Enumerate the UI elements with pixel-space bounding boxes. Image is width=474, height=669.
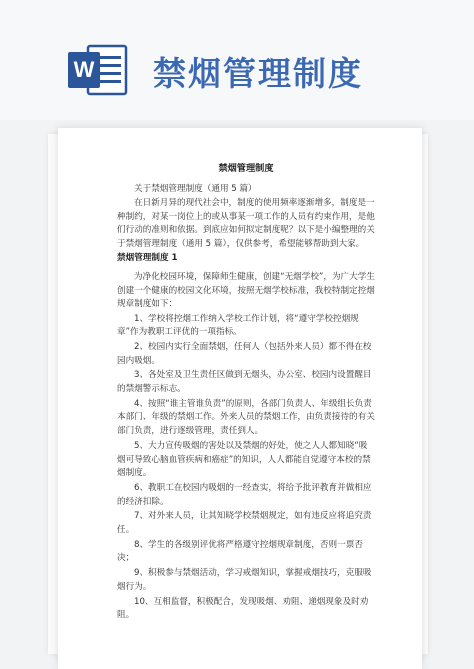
- svg-text:W: W: [73, 57, 95, 82]
- page-title: 禁烟管理制度: [153, 54, 363, 93]
- list-item: 10、互相监督，积极配合，发现吸烟、劝阻、递烟现象及时劝阻。: [117, 596, 369, 621]
- document-content: [117, 162, 375, 624]
- document-title: 禁烟管理制度: [218, 163, 274, 174]
- rules-list: [117, 313, 375, 623]
- list-item: 1、学校将控烟工作纳入学校工作计划，将“遵守学校控烟规章”作为教职工评优的一项指标。: [117, 313, 359, 338]
- header-banner: [0, 0, 474, 120]
- list-item: 8、学生的各级别评优将严格遵守控烟规章制度，否则一票否决；: [117, 539, 363, 564]
- list-item: 2、校园内实行全面禁烟，任何人（包括外来人员）都不得在校园内吸烟。: [117, 341, 372, 366]
- section-intro: 为净化校园环境，保障师生健康，创建“无烟学校”，为广大学生创建一个健康的校园文化环境，按照无烟学校标准，我校特制定控烟规章制度如下：: [117, 271, 375, 310]
- word-icon: [68, 43, 128, 97]
- list-item: 5、大力宣传吸烟的害处以及禁烟的好处，使之人人都知晓“吸烟可导致心脑血管疾病和癌症”的知识，人人都能自觉遵守本校的禁烟制度。: [117, 440, 371, 479]
- document-subtitle: 关于禁烟管理制度（通用 5 篇）: [134, 183, 257, 194]
- list-item: 7、对外来人员，让其知晓学校禁烟规定，如有违反应将追究责任。: [117, 511, 372, 536]
- intro-paragraph: 在日新月异的现代社会中，制度的使用频率逐渐增多，制度是一种制约，对某一岗位上的或从事某一项工作的人员有约束作用，是他们行动的准则和依据。到底应如何拟定制度呢？以下是小编整理的关于禁烟管理制度（通用 5 篇），仅供参考，希望能够帮助到大家。: [117, 197, 375, 250]
- list-item: 3、各处室及卫生责任区做到无烟头，办公室、校园内设置醒目的禁烟警示标志。: [117, 370, 372, 395]
- list-item: 4、按照“谁主管谁负责”的原则，各部门负责人、年级组长负责本部门、年级的禁烟工作。外来人员的禁烟工作，由负责接待的有关部门负责，进行逐级管理，责任到人。: [117, 398, 375, 437]
- document-page: [58, 128, 422, 669]
- list-item: 6、教职工在校园内吸烟的一经查实，将给予批评教育并做相应的经济扣除。: [117, 482, 372, 507]
- section-heading: 禁烟管理制度 1: [117, 253, 178, 264]
- list-item: 9、积极参与禁烟活动，学习戒烟知识，掌握戒烟技巧，克服吸烟行为。: [117, 568, 372, 592]
